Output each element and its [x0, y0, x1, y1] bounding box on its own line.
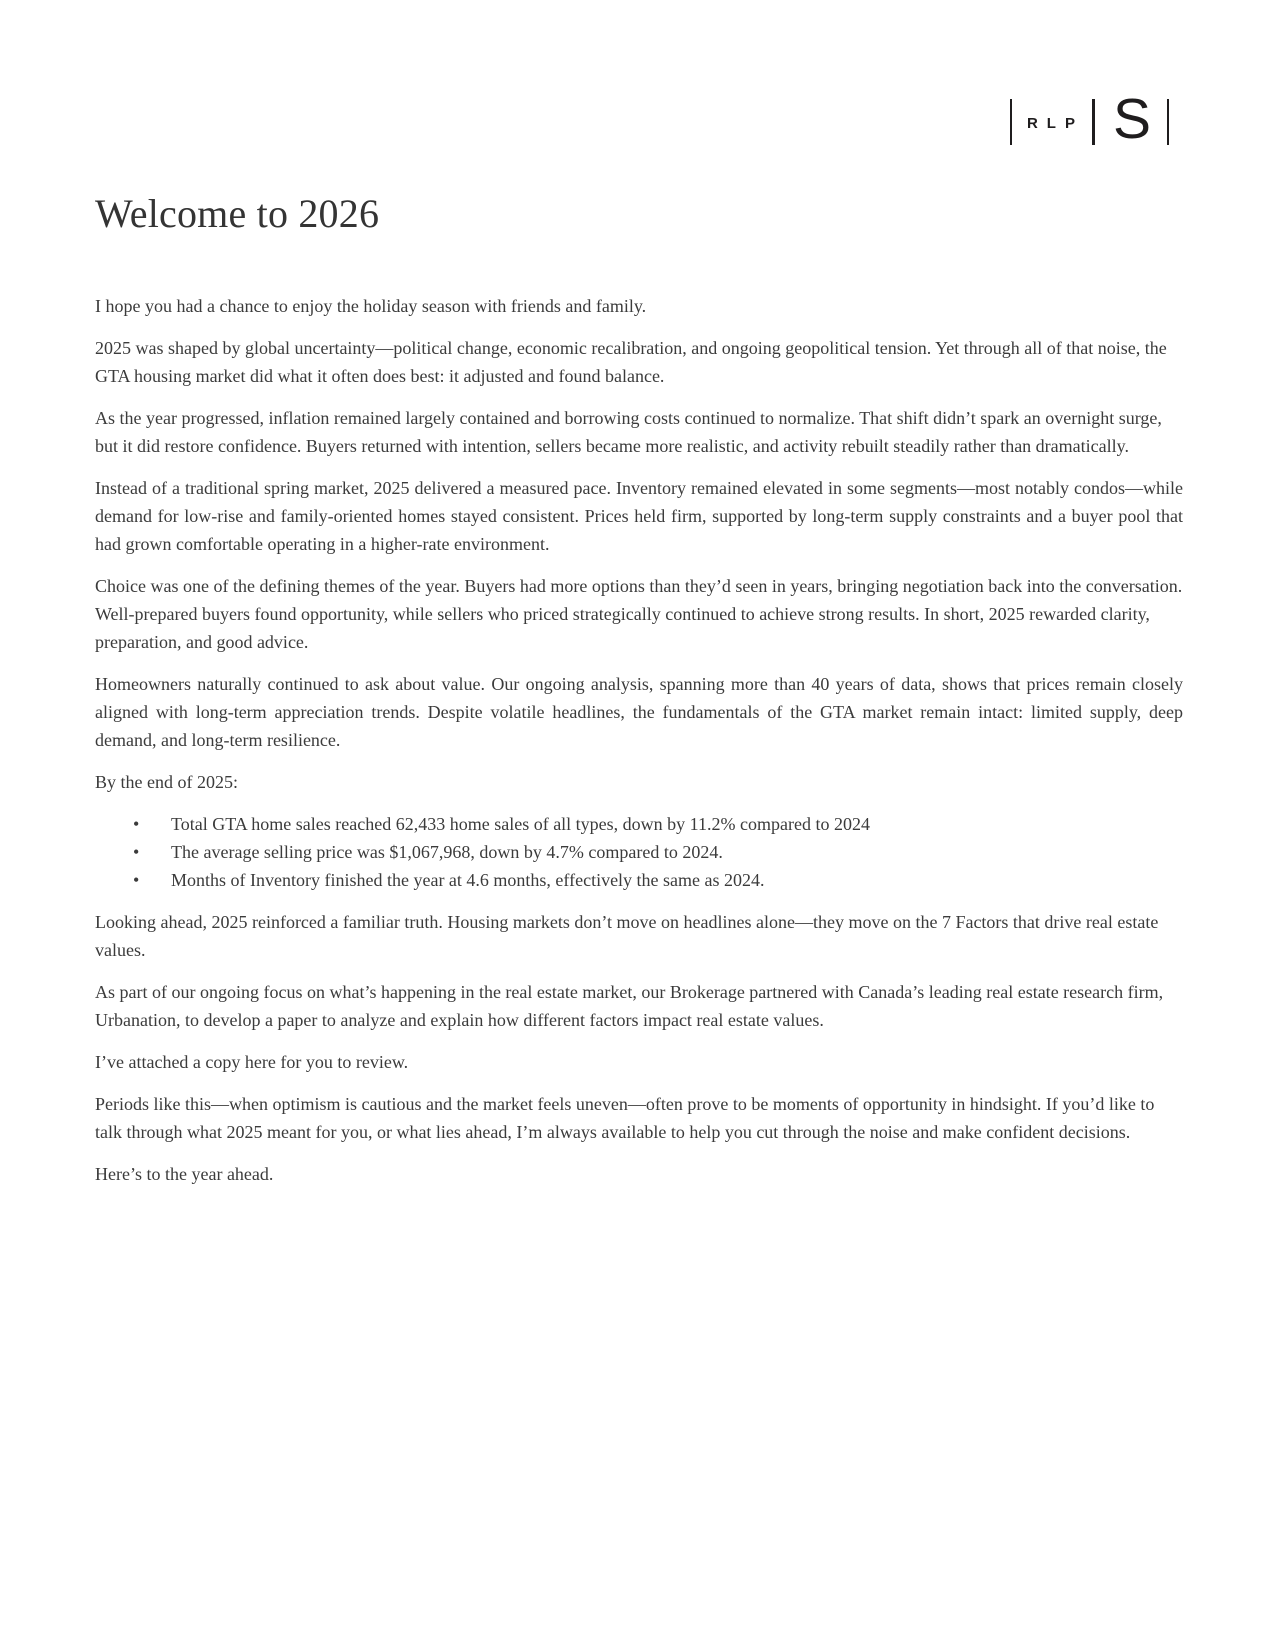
- paragraph-year-end-intro: By the end of 2025:: [95, 772, 238, 792]
- year-end-stats-list: [95, 810, 1183, 894]
- bullet-icon: •: [133, 814, 140, 834]
- paragraph-brokerage-paper: As part of our ongoing focus on what’s happening in the real estate market, our Brokerage partnered with Canada’s leading real estate research firm, Urbanation, to develop a paper to analyze and explain how different factors impact real estate values.: [95, 982, 1164, 1030]
- list-item-average-price: [95, 838, 1183, 866]
- paragraph-attachment-note: I’ve attached a copy here for you to review.: [95, 1052, 409, 1072]
- list-item-text: Total GTA home sales reached 62,433 home sales of all types, down by 11.2% compared to 2024: [171, 814, 870, 834]
- paragraph-choice: Choice was one of the defining themes of the year. Buyers had more options than they’d seen in years, bringing negotiation back into the conversation. Well-prepared buyers found opportunity, while sellers who priced strategically continued to achieve strong results. In short, 2025 rewarded clarity, preparation, and good advice.: [95, 576, 1183, 652]
- list-item-months-inventory: [95, 866, 1183, 894]
- logo-divider-bar: [1010, 99, 1012, 145]
- bullet-icon: •: [133, 842, 140, 862]
- paragraph-spring-market: Instead of a traditional spring market, 2025 delivered a measured pace. Inventory remained elevated in some segments—most notably condos—while demand for low-rise and family-oriented homes stayed consistent. Prices held firm, supported by long-term supply constraints and a buyer pool that had grown comfortable operating in a higher-rate environment.: [95, 478, 1183, 554]
- paragraph-sign-off: Here’s to the year ahead.: [95, 1164, 274, 1184]
- logo-rlp-text: RLP: [1026, 114, 1084, 132]
- list-item-total-sales: [95, 810, 1183, 838]
- paragraph-greeting: I hope you had a chance to enjoy the holiday season with friends and family.: [95, 296, 647, 316]
- paragraph-inflation: As the year progressed, inflation remained largely contained and borrowing costs continued to normalize. That shift didn’t spark an overnight surge, but it did restore confidence. Buyers returned with intention, sellers became more realistic, and activity rebuilt steadily rather than dramatically.: [95, 408, 1162, 456]
- paragraph-homeowners-value: Homeowners naturally continued to ask about value. Our ongoing analysis, spanning more than 40 years of data, shows that prices remain closely aligned with long-term appreciation trends. Despite volatile headlines, the fundamentals of the GTA market remain intact: limited supply, deep demand, and long-term resilience.: [95, 674, 1183, 750]
- list-item-text: The average selling price was $1,067,968, down by 4.7% compared to 2024.: [171, 842, 723, 862]
- list-item-text: Months of Inventory finished the year at 4.6 months, effectively the same as 2024.: [171, 870, 765, 890]
- letter-body: [95, 292, 1183, 1202]
- brand-logo: [1010, 87, 1169, 151]
- paragraph-looking-ahead: Looking ahead, 2025 reinforced a familiar truth. Housing markets don’t move on headlines alone—they move on the 7 Factors that drive real estate values.: [95, 912, 1159, 960]
- logo-s-monogram: S: [1112, 87, 1151, 151]
- logo-divider-bar: [1167, 99, 1169, 145]
- paragraph-opportunity: Periods like this—when optimism is cautious and the market feels uneven—often prove to be moments of opportunity in hindsight. If you’d like to talk through what 2025 meant for you, or what lies ahead, I’m always available to help you cut through the noise and make confident decisions.: [95, 1094, 1155, 1142]
- logo-divider-bar: [1092, 99, 1095, 145]
- bullet-icon: •: [133, 870, 140, 890]
- paragraph-year-overview: 2025 was shaped by global uncertainty—political change, economic recalibration, and ongoing geopolitical tension. Yet through all of that noise, the GTA housing market did what it often does best: it adjusted and found balance.: [95, 338, 1167, 386]
- page-title: Welcome to 2026: [95, 190, 380, 236]
